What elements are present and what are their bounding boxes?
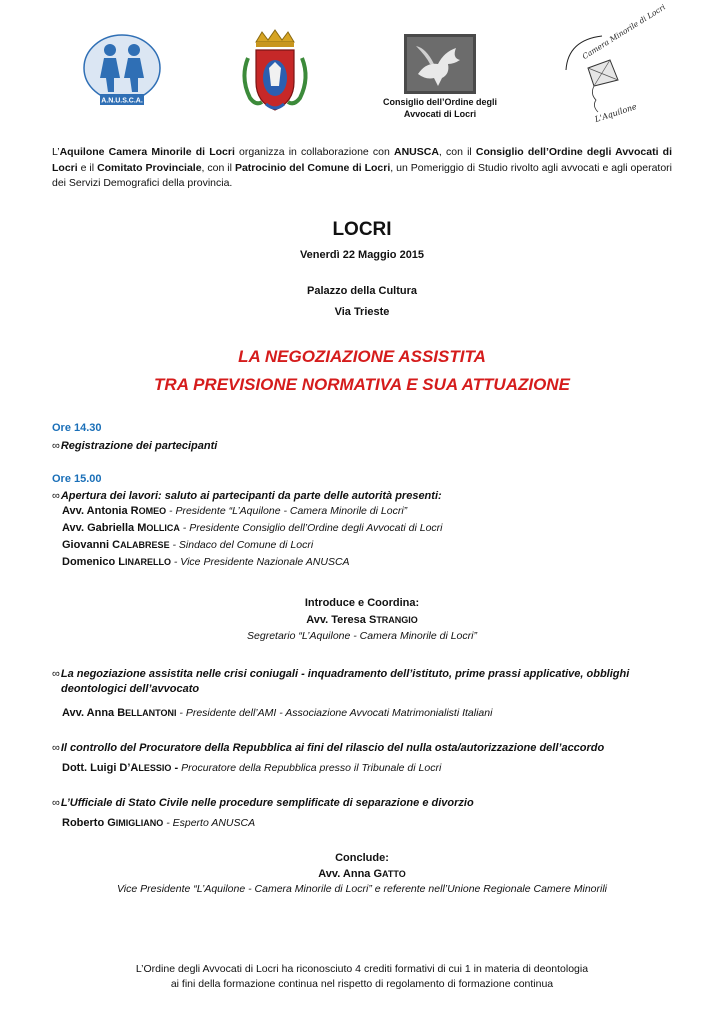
council-caption	[360, 96, 520, 120]
intro-paragraph	[52, 145, 672, 192]
conclusion-role: Vice Presidente “L’Aquilone - Camera Minorile di Locri” e referente nell’Unione Regionale Camere Minorili	[116, 883, 608, 895]
speaker-name: Avv. Gabriella M	[62, 522, 147, 534]
coat-of-arms-icon	[236, 28, 314, 114]
speaker-gimigliano	[62, 817, 255, 829]
event-title-line-2: TRA PREVISIONE NORMATIVA E SUA ATTUAZIONE	[154, 375, 570, 394]
speaker-surname: ELLANTONI	[125, 708, 177, 718]
anusca-emblem-icon	[80, 34, 164, 110]
talk-1-title	[52, 667, 682, 697]
event-street: Via Trieste	[334, 306, 390, 318]
locri-coat-of-arms	[236, 28, 314, 114]
talk-2-text: Il controllo del Procuratore della Repubblica ai fini del rilascio del nulla osta/autorizzazione dell’accordo	[60, 742, 605, 754]
event-date: Venerdì 22 Maggio 2015	[299, 249, 425, 261]
intro-patronage: Patrocinio del Comune di Locri	[234, 161, 391, 174]
conclusion-label: Conclude:	[335, 852, 389, 864]
conclusion-name	[0, 868, 724, 880]
bullet-icon: ∞	[52, 490, 60, 502]
time-1430: Ore 14.30	[52, 422, 102, 434]
speaker-dalessio	[62, 762, 441, 774]
aquilone-logo	[558, 2, 667, 125]
conclusion-surname: ATTO	[382, 869, 406, 879]
council-caption-line-2: Avvocati di Locri	[403, 109, 477, 119]
intro-text-1: L’	[52, 146, 60, 158]
intro-anusca: ANUSCA	[394, 146, 439, 158]
bullet-icon: ∞	[52, 797, 60, 809]
speaker-surname: OMEO	[138, 506, 167, 516]
speaker-calabrese	[62, 539, 313, 551]
talk-1-line-1: La negoziazione assistita nelle crisi coniugali - inquadramento dell’istituto, prime prassi applicative, obblighi	[60, 668, 630, 680]
talk-3-title	[52, 796, 682, 811]
speaker-name: Domenico L	[62, 556, 125, 568]
program-registration	[52, 439, 682, 454]
speaker-role: Procuratore della Repubblica presso il Tribunale di Locri	[181, 762, 442, 774]
moderator-name	[0, 614, 724, 626]
event-venue: Palazzo della Cultura	[306, 285, 418, 297]
bullet-icon: ∞	[52, 742, 60, 754]
speaker-role: - Presidente Consiglio dell’Ordine degli Avvocati di Locri	[179, 522, 443, 534]
opening-text: Apertura dei lavori: saluto ai partecipanti da parte delle autorità presenti:	[60, 490, 442, 502]
speaker-bellantoni	[62, 707, 492, 719]
speaker-surname: ALABRESE	[120, 540, 170, 550]
moderator-surname: TRANGIO	[376, 615, 418, 625]
talk-3-text: L’Ufficiale di Stato Civile nelle procedure semplificate di separazione e divorzio	[60, 797, 474, 809]
council-logo	[404, 34, 476, 94]
aquilone-script-text: Camera Minorile di Locri	[580, 2, 667, 62]
speaker-name: Avv. Antonia R	[62, 505, 139, 517]
intro-committee: Comitato Provinciale	[97, 161, 202, 174]
conclusion-first: Avv. Anna G	[318, 868, 383, 880]
speaker-separator: -	[171, 762, 182, 774]
moderator-first: Avv. Teresa S	[306, 614, 377, 626]
speaker-role: - Vice Presidente Nazionale ANUSCA	[170, 556, 350, 568]
speaker-role: - Sindaco del Comune di Locri	[169, 539, 314, 551]
speaker-surname: OLLICA	[146, 523, 180, 533]
anusca-logo	[80, 34, 164, 110]
moderator-role: Segretario “L’Aquilone - Camera Minorile di Locri”	[247, 630, 477, 642]
speaker-linarello	[62, 556, 350, 568]
speaker-mollica	[62, 522, 443, 534]
bullet-icon: ∞	[52, 440, 60, 452]
council-caption-line-1: Consiglio dell’Ordine degli	[382, 97, 497, 107]
intro-text-6: , un Pomeriggio di Studio rivolto agli avvocati e agli operatori dei Servizi Demografici della provincia.	[52, 161, 672, 189]
moderator-label: Introduce e Coordina:	[304, 597, 420, 609]
intro-text-4: e il	[77, 161, 98, 174]
talk-2-title	[52, 741, 682, 756]
speaker-role: - Esperto ANUSCA	[163, 817, 256, 829]
intro-text-2: organizza in collaborazione con	[234, 146, 394, 158]
intro-aquilone: Aquilone Camera Minorile di Locri	[59, 146, 235, 158]
aquilone-signature-text: L'Aquilone	[593, 102, 638, 125]
footer-line-2: ai fini della formazione continua nel rispetto di regolamento di formazione continua	[170, 978, 554, 990]
pegasus-icon	[404, 34, 476, 94]
speaker-role: - Presidente dell’AMI - Associazione Avvocati Matrimonialisti Italiani	[176, 707, 493, 719]
speaker-surname: LESSIO	[138, 763, 172, 773]
speaker-name: Dott. Luigi D’A	[62, 762, 139, 774]
talk-1-line-2: deontologici dell’avvocato	[61, 683, 200, 695]
speaker-name: Avv. Anna B	[62, 707, 126, 719]
footer-line-1: L’Ordine degli Avvocati di Locri ha riconosciuto 4 crediti formativi di cui 1 in materia di deontologia	[135, 963, 589, 975]
intro-text-3: , con il	[438, 146, 476, 158]
footer-note	[0, 962, 724, 992]
speaker-surname: INARELLO	[124, 557, 171, 567]
event-title-line-1: LA NEGOZIAZIONE ASSISTITA	[238, 347, 486, 366]
registration-text: Registrazione dei partecipanti	[60, 440, 218, 452]
speaker-romeo	[62, 505, 407, 517]
program-opening	[52, 489, 682, 504]
event-city: LOCRI	[332, 219, 392, 240]
time-1500: Ore 15.00	[52, 473, 102, 485]
speaker-name: Roberto G	[62, 817, 116, 829]
anusca-logo-text: A.N.U.S.C.A.	[101, 97, 143, 105]
intro-text-5: , con il	[201, 161, 235, 174]
bullet-icon: ∞	[52, 668, 60, 680]
speaker-name: Giovanni C	[62, 539, 121, 551]
kite-icon	[558, 2, 667, 125]
speaker-surname: IMIGLIANO	[115, 818, 164, 828]
speaker-role: - Presidente “L’Aquilone - Camera Minorile di Locri”	[166, 505, 408, 517]
intro-council: Consiglio dell’Ordine degli Avvocati di Locri	[52, 146, 672, 174]
